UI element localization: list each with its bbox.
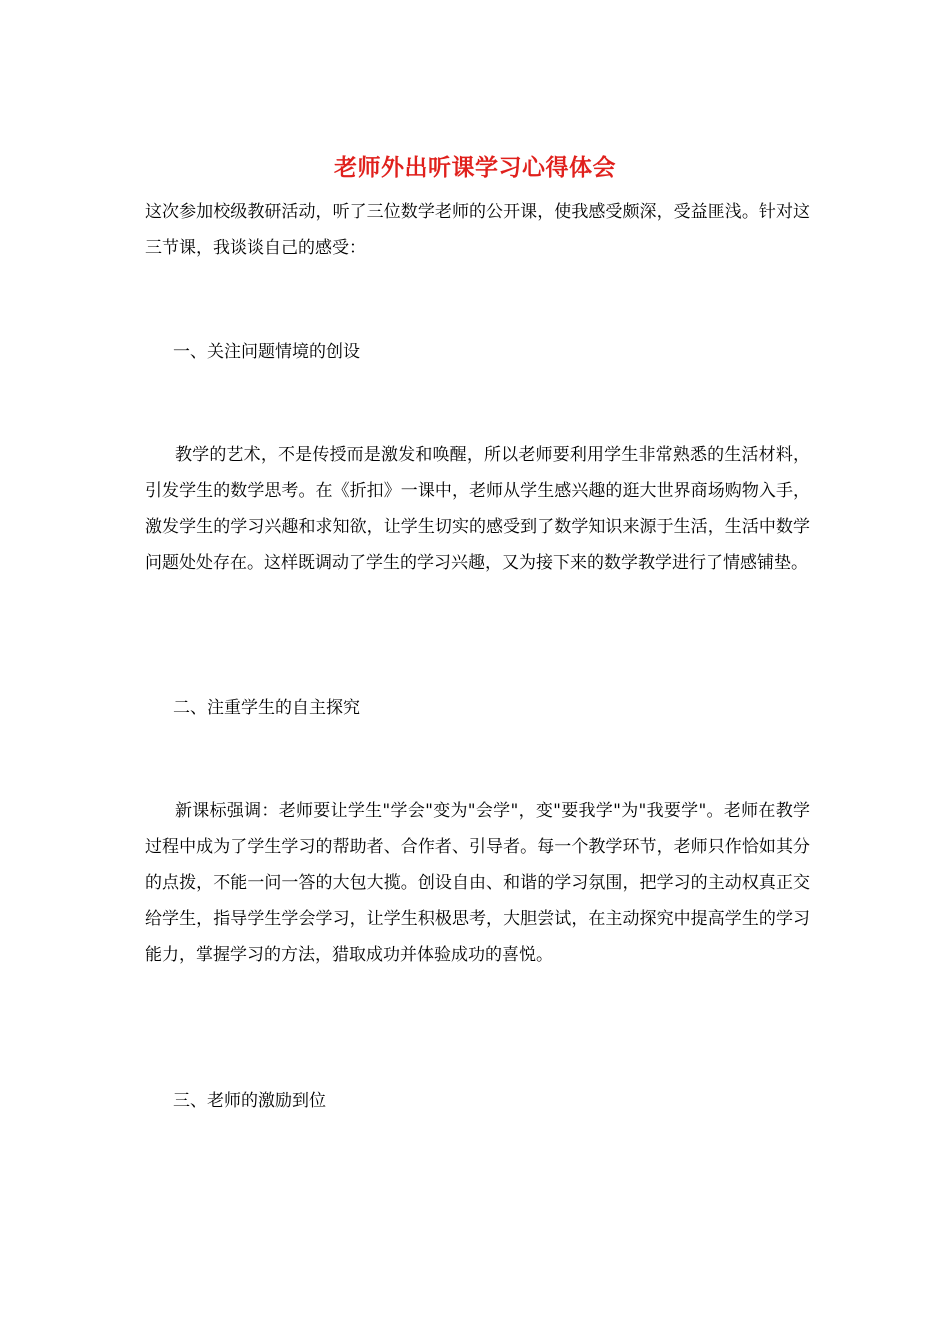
document-title: 老师外出听课学习心得体会 xyxy=(334,154,616,181)
section-body-2: 新课标强调：老师要让学生"学会"变为"会学"，变"要我学"为"我要学"。老师在教学过程中成为了学生学习的帮助者、合作者、引导者。每一个教学环节，老师只作恰如其分的点拨，不能一问一答的大包大揽。创设自由、和谐的学习氛围，把学习的主动权真正交给学生，指导学生学会学习，让学生积极思考，大胆尝试，在主动探究中提高学生的学习能力，掌握学习的方法，猎取成功并体验成功的喜悦。 xyxy=(145,801,810,965)
section-body-1: 教学的艺术，不是传授而是激发和唤醒，所以老师要利用学生非常熟悉的生活材料，引发学生的数学思考。在《折扣》一课中，老师从学生感兴趣的逛大世界商场购物入手，激发学生的学习兴趣和求知欲，让学生切实的感受到了数学知识来源于生活，生活中数学问题处处存在。这样既调动了学生的学习兴趣，又为接下来的数学教学进行了情感铺垫。 xyxy=(145,445,810,573)
section-heading-2: 二、注重学生的自主探究 xyxy=(173,698,360,718)
section-heading-3: 三、老师的激励到位 xyxy=(173,1091,326,1111)
section-heading-1: 一、关注问题情境的创设 xyxy=(173,342,360,362)
intro-paragraph: 这次参加校级教研活动，听了三位数学老师的公开课，使我感受颇深，受益匪浅。针对这三节课，我谈谈自己的感受： xyxy=(145,202,810,258)
